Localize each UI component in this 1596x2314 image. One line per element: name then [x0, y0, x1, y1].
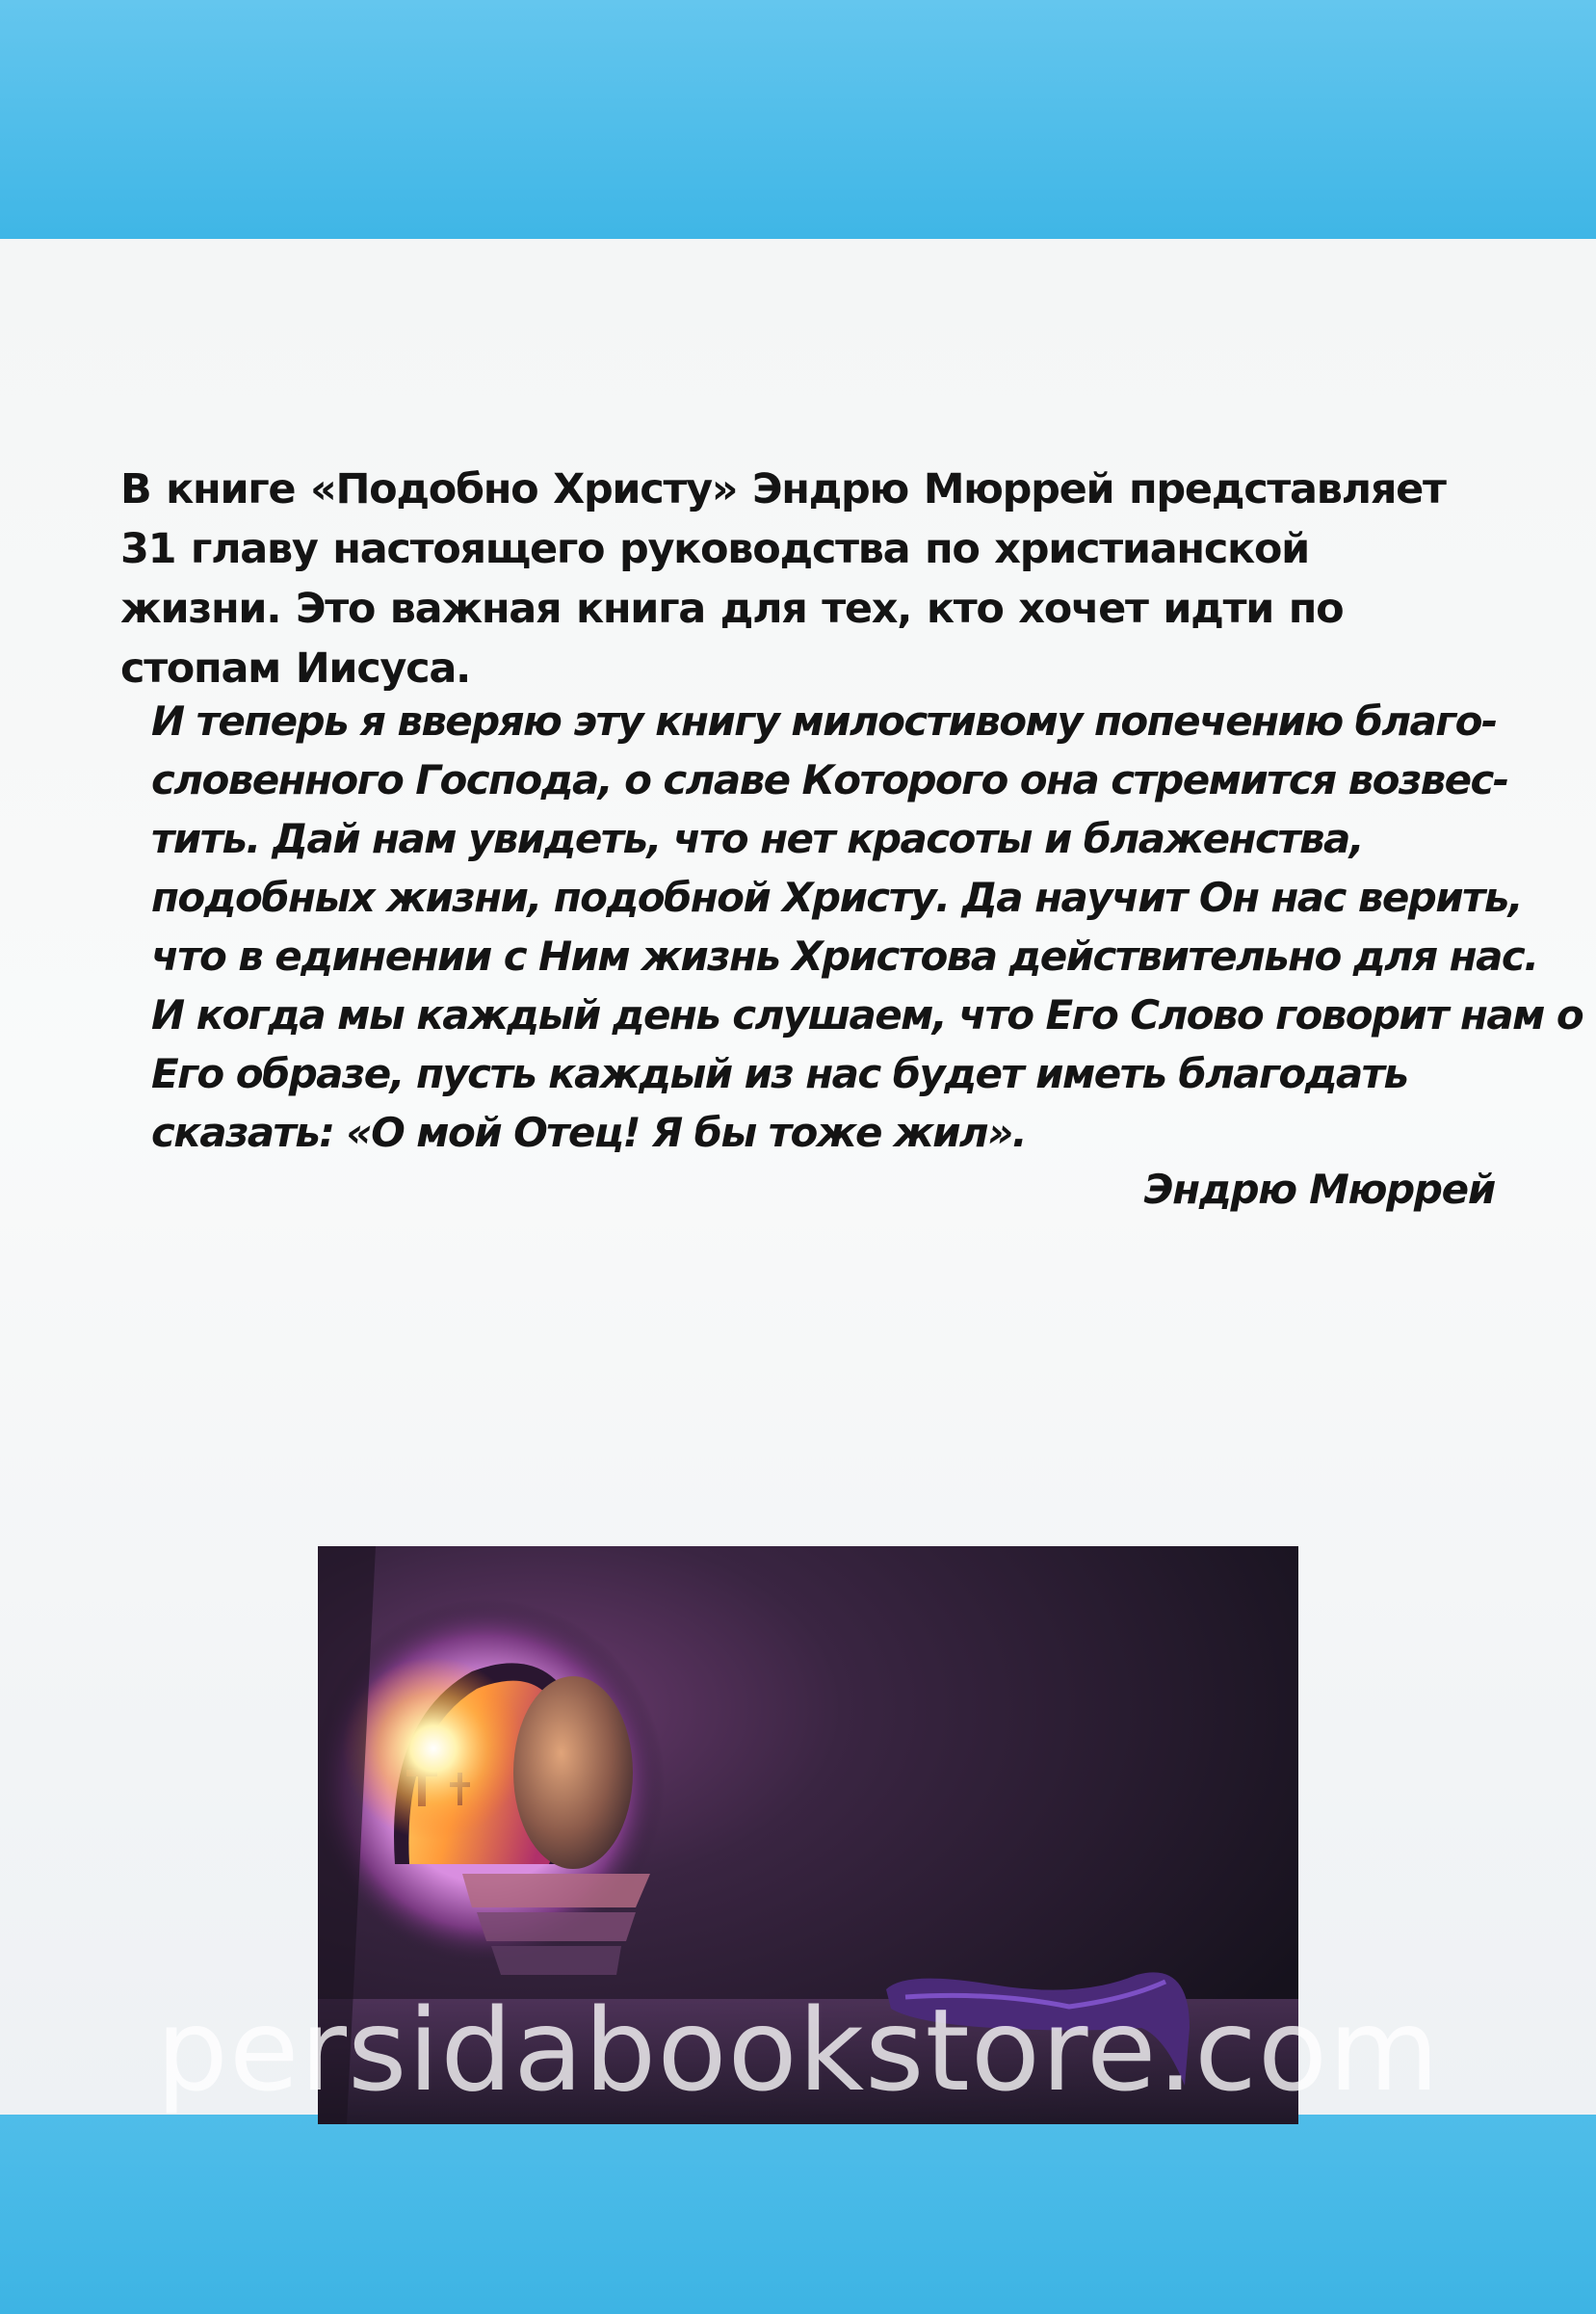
- quote-block: [151, 692, 1583, 1162]
- quote-line: сказать: «О мой Отец! Я бы тоже жил».: [151, 1109, 1027, 1156]
- sunlight-burst: [342, 1657, 525, 1840]
- quote-line: что в единении с Ним жизнь Христова действительно для нас.: [151, 933, 1538, 980]
- bottom-cover-band: [0, 2115, 1596, 2314]
- rolled-stone: [513, 1676, 633, 1869]
- quote-line: И когда мы каждый день слушаем, что Его Слово говорит нам о: [151, 991, 1583, 1039]
- top-cover-band: [0, 0, 1596, 239]
- quote-author: Эндрю Мюррей: [1143, 1166, 1495, 1213]
- quote-line: Его образе, пусть каждый из нас будет иметь благодать: [151, 1050, 1408, 1097]
- quote-line: И теперь я вверяю эту книгу милостивому попечению благо-: [151, 697, 1497, 745]
- watermark-text: persidabookstore.com: [155, 1984, 1441, 2117]
- quote-line: тить. Дай нам увидеть, что нет красоты и блаженства,: [151, 815, 1364, 862]
- intro-paragraph: В книге «Подобно Христу» Эндрю Мюррей представляет 31 главу настоящего руководства по христианской жизни. Это важная книга для тех, кто хочет идти по стопам Иисуса.: [120, 465, 1446, 693]
- quote-line: подобных жизни, подобной Христу. Да научит Он нас верить,: [151, 874, 1523, 921]
- quote-line: словенного Господа, о славе Которого она стремится возвес-: [151, 756, 1508, 803]
